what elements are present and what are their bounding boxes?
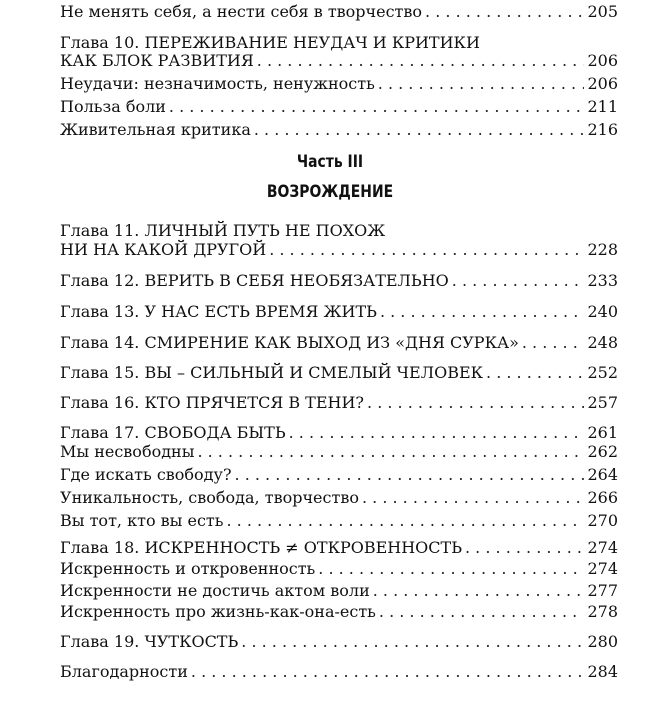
toc-entry-title: Мы несвободны — [60, 442, 195, 461]
dot-leader — [197, 442, 584, 462]
toc-entry-page: 233 — [587, 271, 618, 290]
chapter-13-entry — [60, 302, 618, 322]
chapter-11-title-line1 — [60, 221, 618, 241]
part-title: ВОЗРОЖДЕНИЕ — [266, 182, 394, 202]
dot-leader — [486, 363, 584, 383]
toc-entry-page: 216 — [587, 120, 618, 139]
toc-entry-page: 262 — [587, 442, 618, 461]
dot-leader — [257, 51, 585, 71]
section-entry — [60, 511, 618, 531]
toc-entry-page: 206 — [587, 74, 618, 93]
toc-entry-title: Глава 10. ПЕРЕЖИВАНИЕ НЕУДАЧ И КРИТИКИ — [60, 33, 480, 52]
dot-leader — [235, 465, 585, 485]
section-entry — [60, 120, 618, 140]
toc-entry-page: 240 — [587, 302, 618, 321]
dot-leader — [378, 74, 585, 94]
dot-leader — [318, 559, 584, 579]
toc-entry-page: 257 — [587, 393, 618, 412]
toc-entry-title: НИ НА КАКОЙ ДРУГОЙ — [60, 240, 267, 259]
section-entry — [60, 488, 618, 508]
toc-entry-page: 228 — [587, 240, 618, 259]
toc-entry-title: Глава 12. ВЕРИТЬ В СЕБЯ НЕОБЯЗАТЕЛЬНО — [60, 271, 449, 290]
chapter-10-title-line1 — [60, 33, 618, 53]
part-label: Часть III — [296, 152, 364, 172]
toc-entry-title: Искренности не достичь актом воли — [60, 581, 370, 600]
toc-entry-title: Искренность про жизнь-как-она-есть — [60, 602, 376, 621]
dot-leader — [522, 333, 585, 353]
toc-entry-title: Вы тот, кто вы есть — [60, 511, 224, 530]
toc-entry-page: 206 — [587, 51, 618, 70]
toc-entry-title: Глава 18. ИСКРЕННОСТЬ ≠ ОТКРОВЕННОСТЬ — [60, 538, 462, 557]
toc-entry-title: Благодарности — [60, 662, 188, 681]
toc-entry-title: КАК БЛОК РАЗВИТИЯ — [60, 51, 254, 70]
dot-leader — [373, 581, 585, 601]
chapter-15-entry — [60, 363, 618, 383]
toc-entry-title: Где искать свободу? — [60, 465, 232, 484]
toc-entry-page: 264 — [587, 465, 618, 484]
toc-entry-page: 278 — [587, 602, 618, 621]
chapter-16-entry — [60, 393, 618, 413]
chapter-18-entry — [60, 538, 618, 558]
toc-entry-page: 277 — [587, 581, 618, 600]
section-entry — [60, 581, 618, 601]
dot-leader — [380, 302, 585, 322]
toc-entry-title: Уникальность, свобода, творчество — [60, 488, 359, 507]
toc-entry-title: Неудачи: незначимость, ненужность — [60, 74, 375, 93]
toc-entry-title: Искренность и откровенность — [60, 559, 316, 578]
toc-entry-title: Глава 14. СМИРЕНИЕ КАК ВЫХОД ИЗ «ДНЯ СУРКА» — [60, 333, 519, 352]
dot-leader — [465, 538, 584, 558]
toc-entry-page: 261 — [587, 423, 618, 442]
dot-leader — [169, 97, 585, 117]
chapter-10-entry — [60, 51, 618, 71]
toc-entry-page: 252 — [587, 363, 618, 382]
dot-leader — [241, 632, 584, 652]
chapter-19-entry — [60, 632, 618, 652]
toc-entry-page: 274 — [587, 559, 618, 578]
chapter-14-entry — [60, 333, 618, 353]
dot-leader — [269, 240, 584, 260]
dot-leader — [367, 393, 584, 413]
toc-entry-title: Глава 11. ЛИЧНЫЙ ПУТЬ НЕ ПОХОЖ — [60, 221, 386, 240]
toc-entry-page: 205 — [587, 2, 618, 21]
toc-entry-title: Живительная критика — [60, 120, 251, 139]
toc-entry-title: Глава 16. КТО ПРЯЧЕТСЯ В ТЕНИ? — [60, 393, 365, 412]
dot-leader — [425, 2, 584, 22]
dot-leader — [226, 511, 584, 531]
toc-entry-page: 270 — [587, 511, 618, 530]
section-entry — [60, 97, 618, 117]
toc-entry-title: Глава 13. У НАС ЕСТЬ ВРЕМЯ ЖИТЬ — [60, 302, 377, 321]
toc-entry-title: Не менять себя, а нести себя в творчество — [60, 2, 423, 21]
dot-leader — [289, 423, 585, 443]
dot-leader — [191, 662, 585, 682]
section-entry — [60, 602, 618, 622]
section-entry — [60, 442, 618, 462]
toc-entry-page: 280 — [587, 632, 618, 651]
dot-leader — [452, 271, 585, 291]
dot-leader — [254, 120, 585, 140]
toc-entry-title: Глава 19. ЧУТКОСТЬ — [60, 632, 239, 651]
toc-entry — [60, 2, 618, 22]
section-entry — [60, 465, 618, 485]
dot-leader — [362, 488, 584, 508]
toc-entry-page: 266 — [587, 488, 618, 507]
chapter-11-entry — [60, 240, 618, 260]
toc-entry-page: 248 — [587, 333, 618, 352]
section-entry — [60, 74, 618, 94]
toc-entry-page: 274 — [587, 538, 618, 557]
toc-entry-title: Глава 17. СВОБОДА БЫТЬ — [60, 423, 286, 442]
toc-entry-title: Польза боли — [60, 97, 166, 116]
chapter-12-entry — [60, 271, 618, 291]
toc-entry-page: 211 — [587, 97, 618, 116]
toc-entry-title: Глава 15. ВЫ – СИЛЬНЫЙ И СМЕЛЫЙ ЧЕЛОВЕК — [60, 363, 484, 382]
acknowledgements-entry — [60, 662, 618, 682]
section-entry — [60, 559, 618, 579]
toc-entry-page: 284 — [587, 662, 618, 681]
dot-leader — [379, 602, 585, 622]
chapter-17-entry — [60, 423, 618, 443]
